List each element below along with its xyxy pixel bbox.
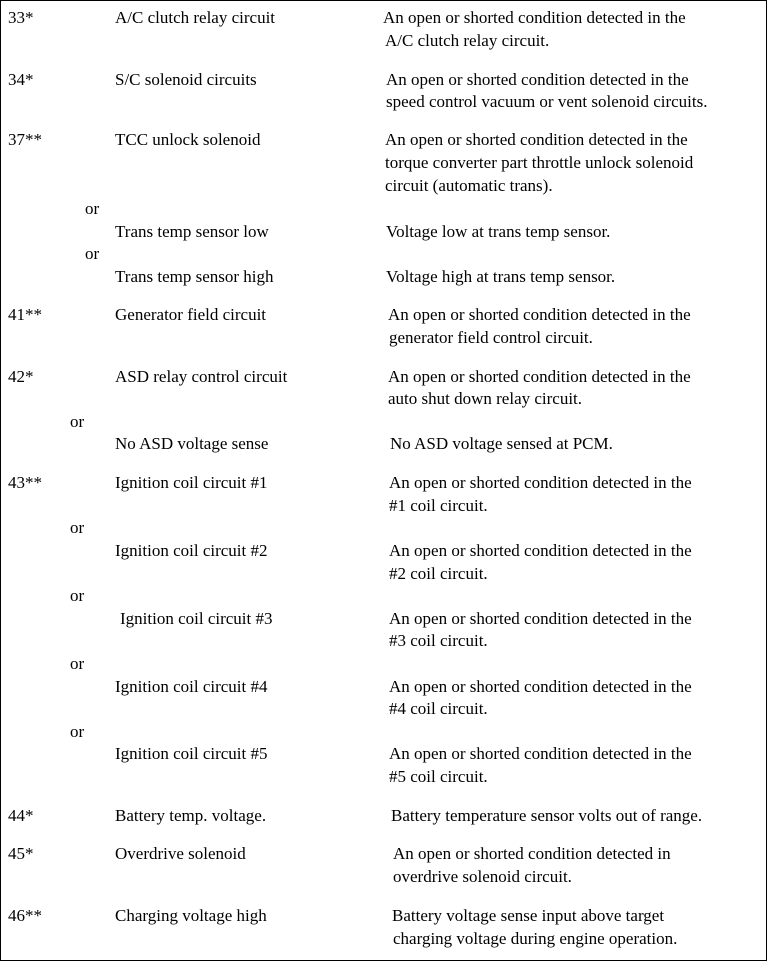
- desc-line: #4 coil circuit.: [389, 699, 488, 718]
- name-46: Charging voltage high: [115, 906, 267, 925]
- code-42: 42*: [8, 367, 34, 386]
- desc-line: #5 coil circuit.: [389, 767, 488, 786]
- name-37: TCC unlock solenoid: [115, 130, 261, 149]
- code-44: 44*: [8, 806, 34, 825]
- code-41: 41**: [8, 305, 42, 324]
- name-45: Overdrive solenoid: [115, 844, 246, 863]
- name-trans-temp-high: Trans temp sensor high: [115, 267, 274, 286]
- desc-line: A/C clutch relay circuit.: [385, 31, 550, 50]
- name-41: Generator field circuit: [115, 305, 267, 324]
- desc-line: An open or shorted condition detected in the: [386, 70, 689, 89]
- or-connector: or: [70, 586, 85, 605]
- name-trans-temp-low: Trans temp sensor low: [115, 222, 269, 241]
- or-connector: or: [85, 199, 100, 218]
- desc-line: #3 coil circuit.: [389, 631, 488, 650]
- desc-line: An open or shorted condition detected in the: [389, 473, 692, 492]
- desc-line: An open or shorted condition detected in the: [383, 8, 686, 27]
- code-45: 45*: [8, 844, 34, 863]
- desc-line: Battery temperature sensor volts out of range.: [391, 806, 703, 825]
- code-43: 43**: [8, 473, 42, 492]
- name-coil-1: Ignition coil circuit #1: [115, 473, 268, 492]
- desc-line: An open or shorted condition detected in: [393, 844, 671, 863]
- name-coil-3: Ignition coil circuit #3: [120, 609, 273, 628]
- name-coil-4: Ignition coil circuit #4: [115, 677, 268, 696]
- desc-line: torque converter part throttle unlock solenoid: [385, 153, 694, 172]
- desc-line: An open or shorted condition detected in the: [389, 744, 692, 763]
- desc-line: Voltage low at trans temp sensor.: [386, 222, 611, 241]
- code-34: 34*: [8, 70, 34, 89]
- name-coil-5: Ignition coil circuit #5: [115, 744, 268, 763]
- name-42: ASD relay control circuit: [115, 367, 288, 386]
- desc-line: circuit (automatic trans).: [385, 176, 553, 195]
- name-no-asd: No ASD voltage sense: [115, 434, 269, 453]
- desc-line: generator field control circuit.: [389, 328, 593, 347]
- desc-line: overdrive solenoid circuit.: [393, 867, 572, 886]
- name-coil-2: Ignition coil circuit #2: [115, 541, 268, 560]
- code-37: 37**: [8, 130, 42, 149]
- desc-line: Voltage high at trans temp sensor.: [386, 267, 616, 286]
- or-connector: or: [85, 244, 100, 263]
- name-33: A/C clutch relay circuit: [115, 8, 276, 27]
- desc-line: An open or shorted condition detected in the: [385, 130, 688, 149]
- desc-line: charging voltage during engine operation.: [393, 929, 678, 948]
- name-34: S/C solenoid circuits: [115, 70, 257, 89]
- desc-line: An open or shorted condition detected in the: [389, 541, 692, 560]
- desc-line: auto shut down relay circuit.: [388, 389, 583, 408]
- desc-line: An open or shorted condition detected in the: [389, 677, 692, 696]
- desc-line: #1 coil circuit.: [389, 496, 488, 515]
- or-connector: or: [70, 654, 85, 673]
- or-connector: or: [70, 518, 85, 537]
- desc-line: An open or shorted condition detected in the: [388, 367, 691, 386]
- desc-line: Battery voltage sense input above target: [392, 906, 665, 925]
- desc-line: #2 coil circuit.: [389, 564, 488, 583]
- name-44: Battery temp. voltage.: [115, 806, 267, 825]
- or-connector: or: [70, 412, 85, 431]
- desc-line: speed control vacuum or vent solenoid circuits.: [386, 92, 708, 111]
- or-connector: or: [70, 722, 85, 741]
- desc-line: An open or shorted condition detected in the: [389, 609, 692, 628]
- desc-line: No ASD voltage sensed at PCM.: [390, 434, 613, 453]
- code-46: 46**: [8, 906, 42, 925]
- code-33: 33*: [8, 8, 34, 27]
- desc-line: An open or shorted condition detected in the: [388, 305, 691, 324]
